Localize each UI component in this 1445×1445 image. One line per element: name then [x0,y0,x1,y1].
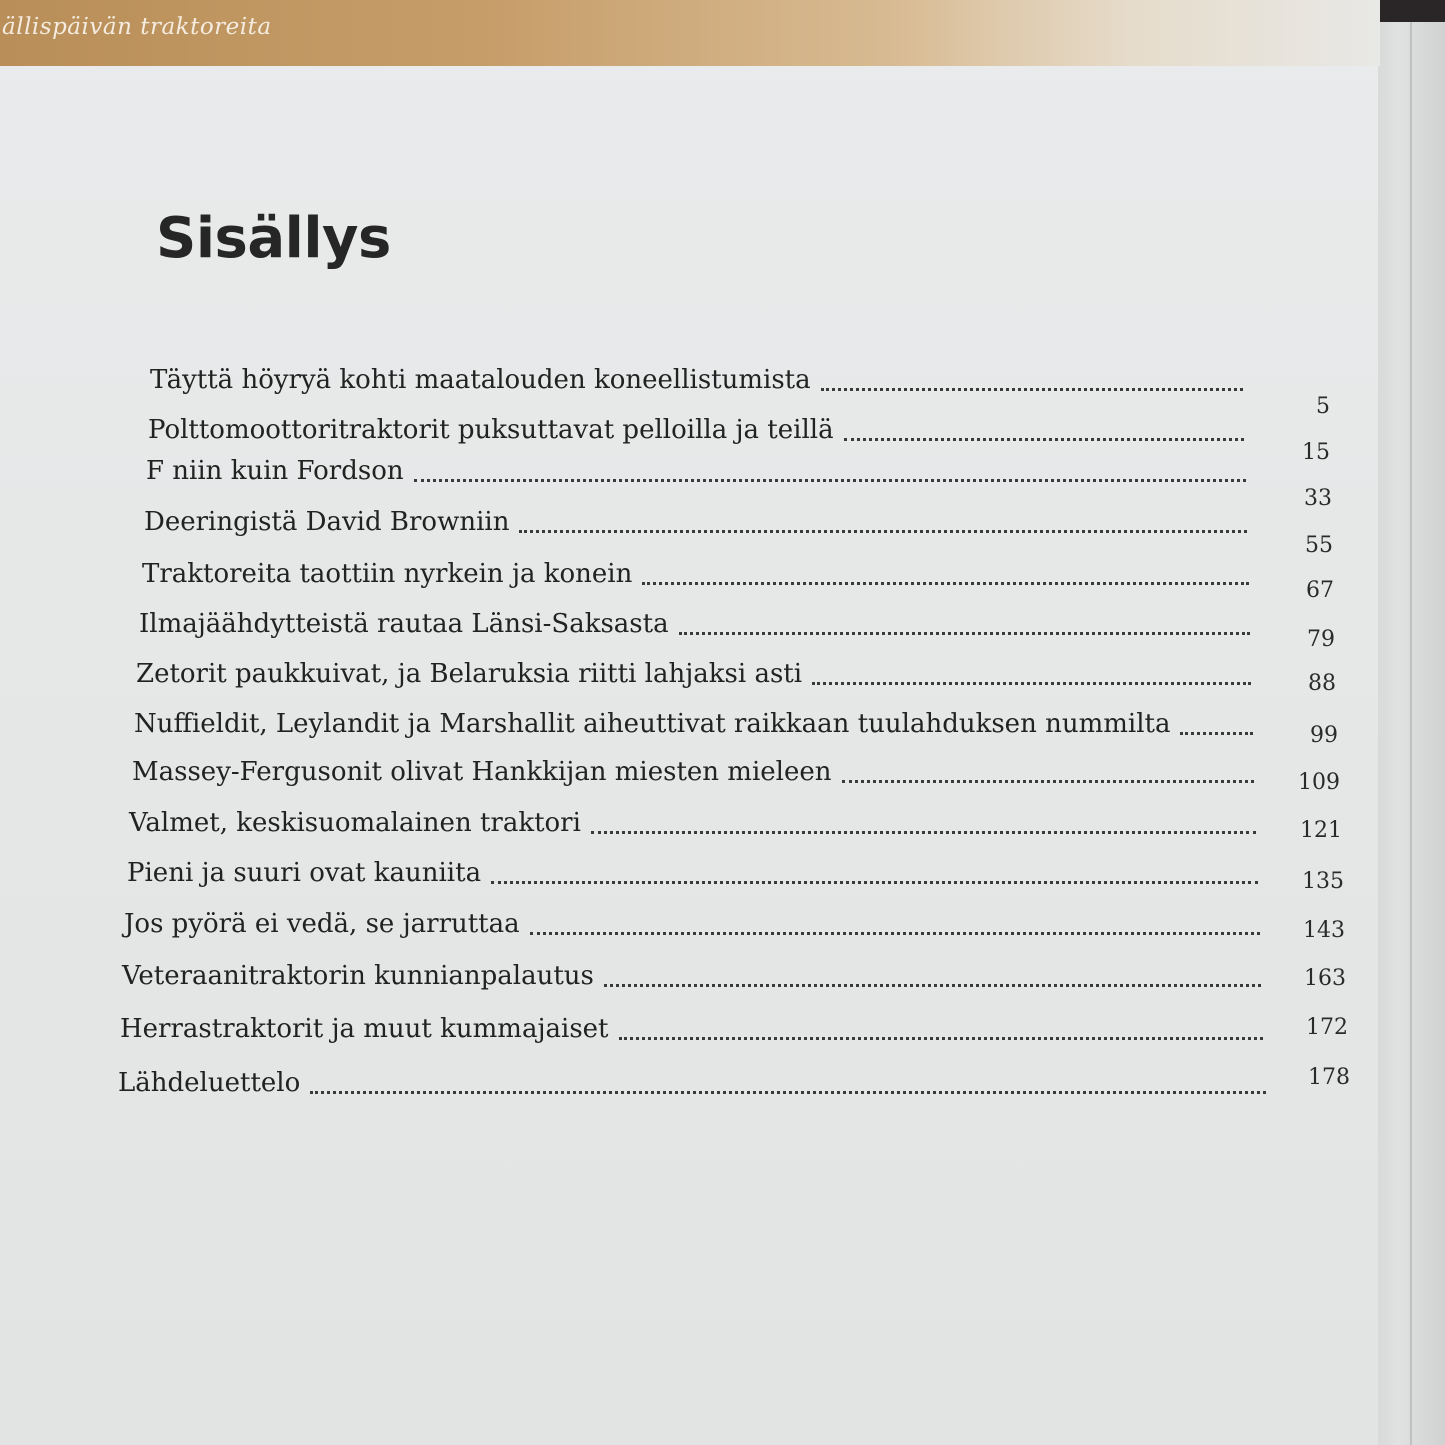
toc-entry-title: Pieni ja suuri ovat kauniita [127,858,482,888]
toc-entry-page-number: 88 [1308,671,1336,696]
toc-entry-page-number: 33 [1304,486,1332,511]
toc-entry-title: F niin kuin Fordson [146,456,404,486]
toc-entry-page-number: 121 [1300,818,1342,843]
toc-entry [118,1066,1266,1096]
toc-entry [146,454,1246,484]
toc-entry-page-number: 55 [1305,533,1333,558]
toc-entry [136,657,1251,687]
toc-entry-title: Zetorit paukkuivat, ja Belaruksia riitti lahjaksi asti [136,659,803,689]
toc-entry [150,363,1243,393]
dot-leader [642,582,1249,585]
toc-entry-title: Nuffieldit, Leylandit ja Marshallit aiheuttivat raikkaan tuulahduksen nummilta [134,709,1171,739]
toc-entry [124,907,1260,937]
toc-entry [134,707,1253,737]
toc-entry-page-number: 109 [1298,770,1340,795]
toc-entry [148,413,1244,443]
toc-entry [132,755,1254,785]
dot-leader [844,438,1244,441]
running-head: ällispäivän traktoreita [2,14,272,40]
dot-leader [530,932,1260,935]
dot-leader [812,682,1251,685]
dot-leader [821,388,1243,391]
dot-leader [679,632,1250,635]
dot-leader [619,1037,1263,1040]
toc-entry-title: Polttomoottoritraktorit puksuttavat pelloilla ja teillä [148,415,834,445]
dot-leader [604,984,1261,987]
toc-entry-title: Massey-Fergusonit olivat Hankkijan miesten mieleen [132,757,832,787]
page-title: Sisällys [156,206,391,271]
toc-entry [139,607,1250,637]
dot-leader [1180,732,1253,735]
dot-leader [591,831,1256,834]
toc-entry [120,1012,1263,1042]
dot-leader [491,881,1258,884]
toc-entry-page-number: 143 [1303,918,1345,943]
toc-entry [129,806,1256,836]
toc-entry [127,856,1258,886]
toc-entry-page-number: 163 [1304,966,1346,991]
toc-entry-page-number: 79 [1307,627,1335,652]
dot-leader [414,479,1246,482]
toc-entry-title: Täyttä höyryä kohti maatalouden koneellistumista [150,365,811,395]
toc-entry-page-number: 178 [1308,1065,1350,1090]
toc-entry-title: Ilmajäähdytteistä rautaa Länsi-Saksasta [139,609,669,639]
toc-entry-page-number: 135 [1302,869,1344,894]
toc-entry-title: Veteraanitraktorin kunnianpalautus [122,961,594,991]
toc-entry-page-number: 15 [1302,440,1330,465]
toc-entry-title: Valmet, keskisuomalainen traktori [129,808,581,838]
dot-leader [310,1091,1266,1094]
toc-entry [142,557,1249,587]
toc-entry [144,505,1247,535]
dot-leader [519,530,1247,533]
toc-entry-page-number: 172 [1306,1015,1348,1040]
toc-entry-title: Herrastraktorit ja muut kummajaiset [120,1014,609,1044]
dot-leader [842,780,1255,783]
toc-entry-page-number: 67 [1306,578,1334,603]
toc-entry-title: Lähdeluettelo [118,1068,301,1098]
toc-entry-title: Traktoreita taottiin nyrkein ja konein [142,559,633,589]
toc-entry-page-number: 99 [1310,723,1338,748]
toc-entry-title: Jos pyörä ei vedä, se jarruttaa [124,909,520,939]
toc-entry-page-number: 5 [1316,394,1330,419]
toc-entry-title: Deeringistä David Browniin [144,507,510,537]
toc-entry [122,959,1261,989]
